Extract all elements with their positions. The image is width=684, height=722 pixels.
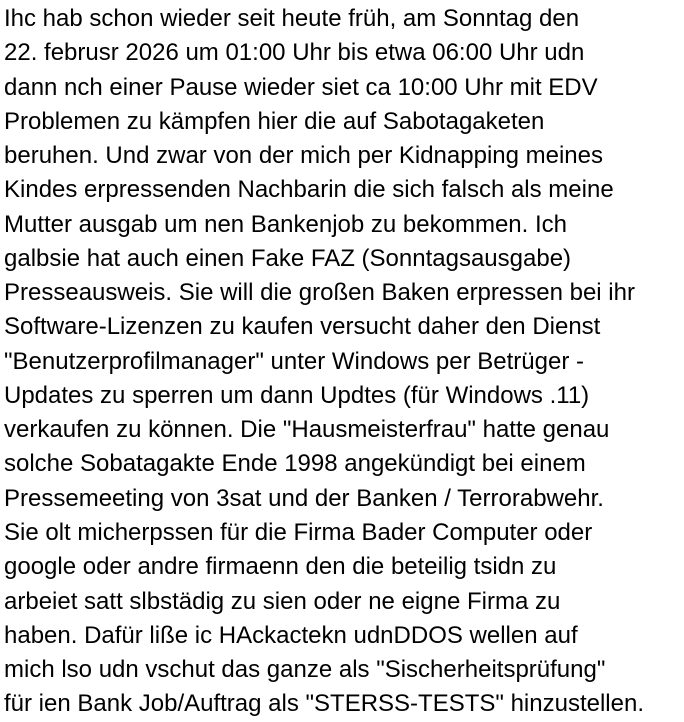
- text-line: Presseausweis. Sie will die großen Baken erpressen bei ihr: [4, 279, 635, 307]
- text-line: Ihc hab schon wieder seit heute früh, am Sonntag den: [4, 5, 580, 32]
- text-line: dann nch einer Pause wieder siet ca 10:00 Uhr mit EDV: [4, 73, 598, 101]
- text-line: für ien Bank Job/Auftrag als "STERSS-TESTS" hinzustellen.: [4, 690, 644, 718]
- text-line: solche Sobatagakte Ende 1998 angekündigt bei einem: [4, 450, 586, 478]
- text-line: Problemen zu kämpfen hier die auf Sabotagaketen: [4, 107, 545, 135]
- text-line: beruhen. Und zwar von der mich per Kidnapping meines: [4, 142, 604, 170]
- text-line: Updates zu sperren um dann Updtes (für Windows .11): [4, 381, 590, 409]
- text-line: haben. Dafür liße ic HAckactekn udnDDOS wellen auf: [4, 621, 578, 649]
- text-line: Pressemeeting von 3sat und der Banken / Terrorabwehr.: [4, 484, 604, 512]
- text-line: Sie olt micherpssen für die Firma Bader Computer oder: [4, 518, 593, 546]
- text-line: mich lso udn vschut das ganze als "Sischerheitsprüfung": [4, 656, 606, 684]
- text-line: Software-Lizenzen zu kaufen versucht daher den Dienst: [4, 313, 601, 341]
- text-line: verkaufen zu können. Die "Hausmeisterfrau" hatte genau: [4, 416, 610, 444]
- text-line: arbeiet satt slbstädig zu sien oder ne eigne Firma zu: [4, 587, 561, 615]
- text-line: 22. februsr 2026 um 01:00 Uhr bis etwa 06:00 Uhr udn: [4, 39, 585, 67]
- text-line: galbsie hat auch einen Fake FAZ (Sonntagsausgabe): [4, 244, 572, 272]
- text-line: Kindes erpressenden Nachbarin die sich falsch als meine: [4, 176, 614, 204]
- text-line: Mutter ausgab um nen Bankenjob zu bekommen. Ich: [4, 210, 567, 238]
- text-line: google oder andre firmaenn den die beteilig tsidn zu: [4, 553, 557, 581]
- text-line: "Benutzerprofilmanager" unter Windows per Betrüger -: [4, 347, 584, 375]
